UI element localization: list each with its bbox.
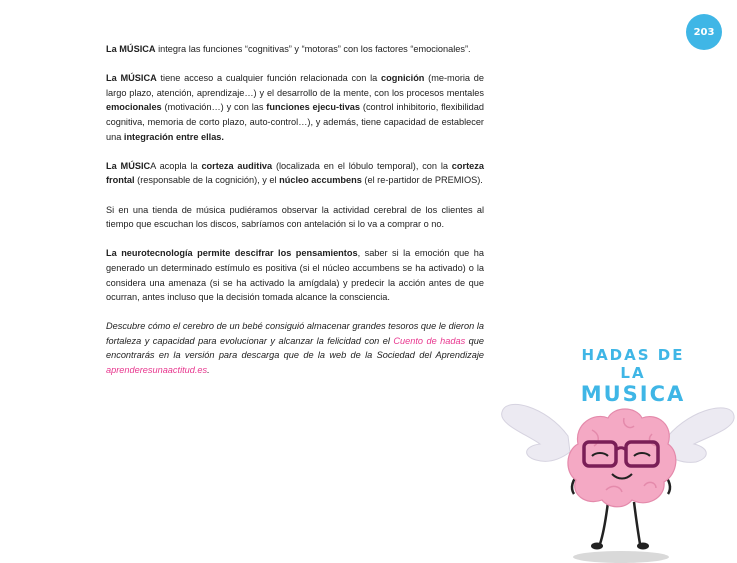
p6-text-2: que encontrarás en la versión para descarga que de la web de la Sociedad del Aprendizaje xyxy=(106,335,484,361)
p3-bold-1: La MÚSIC xyxy=(106,160,151,171)
p3-bold-4: núcleo accumbens xyxy=(279,175,362,186)
p2-bold-5: integración entre ellas. xyxy=(123,131,224,142)
paragraph-5 xyxy=(106,246,484,304)
paragraph-1 xyxy=(106,42,484,57)
p2-bold-2: cognición xyxy=(381,73,425,84)
p6-text-1: Descubre cómo el cerebro de un bebé consiguió almacenar grandes tesoros que le dieron la fortaleza y capacidad para evolucionar y alcanzar la felicidad con el xyxy=(106,321,484,346)
right-leg-icon xyxy=(634,502,640,544)
p3-text-3: (responsable de la cognición), y el xyxy=(134,175,280,186)
left-leg-icon xyxy=(600,502,608,544)
shadow-shape xyxy=(573,551,669,563)
hadas-title-line-2: MUSICA xyxy=(580,382,686,406)
page-number-badge xyxy=(686,14,722,50)
p2-text-1: tiene acceso a cualquier función relacionada con la xyxy=(156,73,382,84)
website-link[interactable]: aprenderesunaactitud.es xyxy=(106,365,208,376)
paragraph-6 xyxy=(106,319,484,377)
p2-bold-1: La MÚSICA xyxy=(106,73,157,84)
p6-text-3: . xyxy=(207,365,210,376)
page-number: 203 xyxy=(693,26,715,38)
p3-bold-2: corteza auditiva xyxy=(201,160,273,171)
p2-text-3: (motivación…) y con las xyxy=(161,102,267,113)
p2-text-4: (control inhibitorio, flexibilidad cognitiva, memoria de corto plazo, auto-control…), y además, tiene capacidad de establecer una xyxy=(106,102,484,142)
cuento-de-hadas-link[interactable]: Cuento de hadas xyxy=(393,335,466,346)
p3-text-4: (el re-partidor de PREMIOS). xyxy=(361,175,483,186)
p2-text-2: (me-moria de largo plazo, atención, aprendizaje…) y el desarrollo de la mente, con los procesos mentales xyxy=(106,73,485,98)
p1-bold: La MÚSICA xyxy=(106,44,156,54)
left-wing-icon xyxy=(502,404,570,461)
hadas-title-line-1: HADAS DE LA xyxy=(581,346,685,382)
p3-bold-3: corteza frontal xyxy=(106,160,484,186)
paragraph-3 xyxy=(106,159,484,188)
right-foot-icon xyxy=(637,543,649,550)
p2-bold-3: emocionales xyxy=(106,102,162,113)
paragraph-4 xyxy=(106,203,484,232)
p1-text: integra las funciones “cognitivas” y “motoras” con los factores “emocionales”. xyxy=(155,44,471,54)
brain-fairy-icon xyxy=(496,394,737,563)
left-foot-icon xyxy=(591,543,603,550)
p5-bold: La neurotecnología permite descifrar los pensamientos xyxy=(106,248,358,259)
body-text xyxy=(106,42,484,392)
p3-text-2: (localizada en el lóbulo temporal), con la xyxy=(272,160,452,171)
p3-text-1: A acopla la xyxy=(150,160,202,171)
paragraph-2 xyxy=(106,71,484,144)
p4-text: Si en una tienda de música pudiéramos observar la actividad cerebral de los clientes al tiempo que escuchan los discos, sabríamos con antelación si lo va a comprar o no. xyxy=(106,204,484,230)
p5-text: , saber si la emoción que ha generado un determinado estímulo es positiva (si el núcleo accumbens se ha activado) o la considera una amenaza (si se ha activado la amígdala) y predecir la acción antes de que ocurran, antes incluso que la decisión tomada alcance la consciencia. xyxy=(106,248,484,303)
p2-bold-4: funciones ejecu-tivas xyxy=(266,102,361,113)
